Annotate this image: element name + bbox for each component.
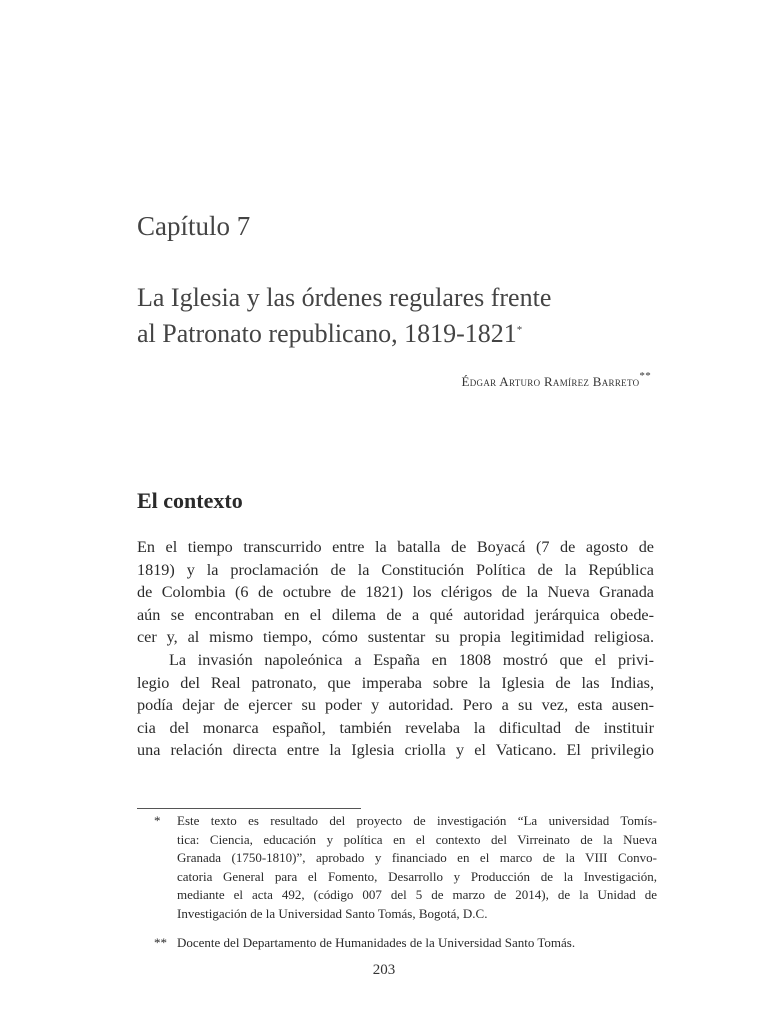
author-footnote-mark: ** bbox=[639, 370, 651, 382]
footnote-line: Investigación de la Universidad Santo Tomás, Bogotá, D.C. bbox=[177, 905, 488, 921]
paragraph-1 bbox=[137, 536, 654, 649]
body-text bbox=[137, 536, 654, 762]
footnote-1 bbox=[137, 812, 657, 924]
footnote-line: catoria General para el Fomento, Desarrollo y Producción de la Investigación, bbox=[177, 868, 657, 884]
paragraph-2 bbox=[137, 649, 654, 762]
paragraph-line: de Colombia (6 de octubre de 1821) los clérigos de la Nueva Granada bbox=[137, 583, 654, 602]
paragraph-line: una relación directa entre la Iglesia criolla y el Vaticano. El privilegio bbox=[137, 741, 654, 760]
chapter-title-line-2: al Patronato republicano, 1819-1821 bbox=[137, 319, 517, 348]
paragraph-line: podía dejar de ejercer su poder y autoridad. Pero a su vez, esta ausen- bbox=[137, 696, 654, 715]
footnote-line: mediante el acta 492, (código 007 del 5 de marzo de 2014), de la Unidad de bbox=[177, 887, 657, 903]
footnote-mark: ** bbox=[154, 934, 167, 950]
paragraph-line: En el tiempo transcurrido entre la batalla de Boyacá (7 de agosto de bbox=[137, 538, 654, 556]
footnote-line: tica: Ciencia, educación y política en el contexto del Virreinato de la Nueva bbox=[177, 831, 657, 847]
chapter-title-line-1: La Iglesia y las órdenes regulares frente bbox=[137, 283, 552, 312]
section-heading: El contexto bbox=[137, 488, 243, 513]
author-name bbox=[461, 370, 651, 390]
footnote-2 bbox=[137, 934, 657, 953]
footnote-text bbox=[177, 934, 657, 953]
footnotes bbox=[137, 812, 657, 952]
footnote-mark: * bbox=[154, 813, 161, 828]
paragraph-line: cer y, al mismo tiempo, cómo sustentar su propia legitimidad religiosa. bbox=[137, 628, 654, 647]
paragraph-line: aún se encontraban en el dilema de a qué autoridad jerárquica obede- bbox=[137, 605, 654, 624]
paragraph-line: legio del Real patronato, que imperaba sobre la Iglesia de las Indias, bbox=[137, 673, 654, 692]
chapter-title bbox=[137, 280, 657, 352]
page-number: 203 bbox=[372, 962, 396, 978]
footnote-line: Granada (1750-1810)”, aprobado y financiado en el marco de la VIII Convo- bbox=[177, 850, 657, 866]
chapter-label: Capítulo 7 bbox=[137, 211, 251, 241]
footnote-separator bbox=[137, 808, 361, 809]
chapter-title-footnote-mark: * bbox=[516, 324, 523, 336]
author-name-text: Édgar Arturo Ramírez Barreto bbox=[461, 374, 640, 389]
paragraph-line: cia del monarca español, también revelaba la dificultad de instituir bbox=[137, 718, 654, 737]
footnote-text bbox=[177, 812, 657, 924]
footnote-line: Docente del Departamento de Humanidades de la Universidad Santo Tomás. bbox=[177, 934, 576, 950]
paragraph-line: 1819) y la proclamación de la Constitución Política de la República bbox=[137, 560, 654, 579]
footnote-line: Este texto es resultado del proyecto de investigación “La universidad Tomís- bbox=[177, 813, 657, 828]
paragraph-line: La invasión napoleónica a España en 1808 mostró que el privi- bbox=[169, 650, 654, 669]
